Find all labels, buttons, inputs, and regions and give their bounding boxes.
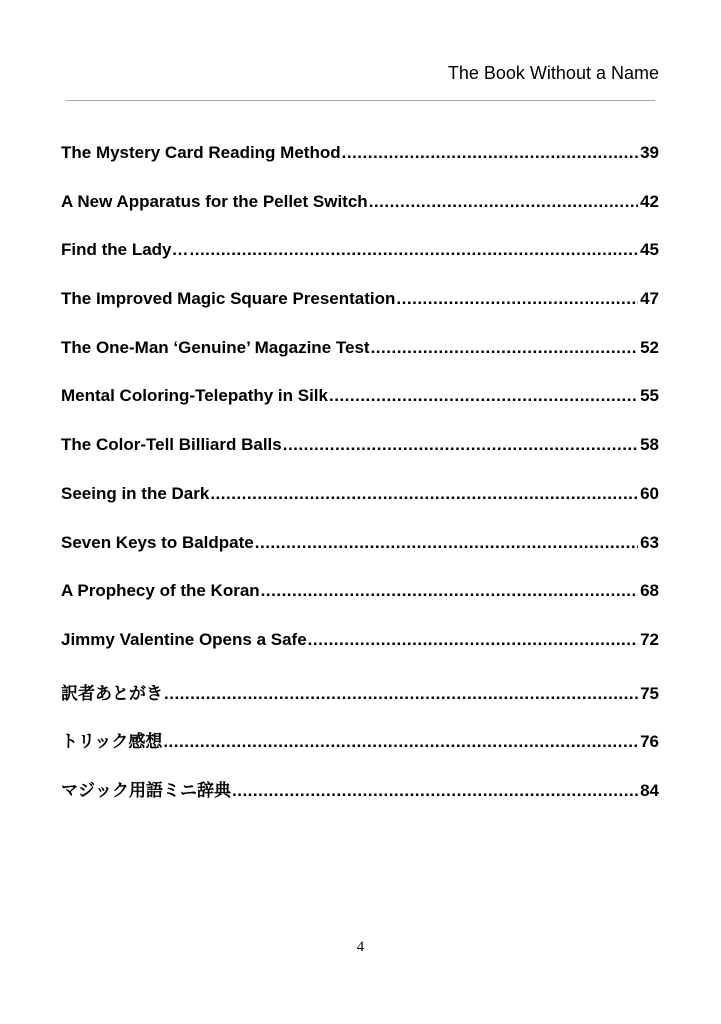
toc-entry-title: Seven Keys to Baldpate [61,532,254,552]
toc-entry-page: 84 [640,780,659,800]
toc-entry-title: Find the Lady… [61,240,189,260]
running-header: The Book Without a Name [447,63,659,83]
toc-entry-page: 68 [640,581,659,601]
toc-entry-page: 45 [640,240,659,260]
toc-entry-title: The One-Man ‘Genuine’ Magazine Test [61,337,370,357]
toc-entry[interactable] [61,776,659,825]
toc-entry-title: Seeing in the Dark [61,483,210,503]
toc-entry[interactable] [61,289,659,338]
toc-entry-page: 72 [640,629,659,649]
toc-entry[interactable] [61,484,659,533]
toc-dot-leader [396,289,638,309]
toc-entry-title: トリック感想 [61,732,163,752]
toc-dot-leader [342,143,638,163]
toc-entry[interactable] [61,435,659,484]
toc-dot-leader [261,581,638,601]
toc-entry-page: 47 [640,289,659,309]
toc-entry-page: 76 [640,732,659,752]
toc-entry[interactable] [61,386,659,435]
toc-dot-leader [164,684,638,704]
toc-entry-page: 52 [640,337,659,357]
toc-dot-leader [369,192,638,212]
page-number: 4 [356,939,365,955]
header-rule [66,100,655,101]
toc-entry[interactable] [61,192,659,241]
toc-entry-page: 75 [640,683,659,703]
toc-entry-page: 55 [640,386,659,406]
toc-entry-title: A New Apparatus for the Pellet Switch [61,191,368,211]
toc-entry-title: マジック用語ミニ辞典 [61,780,231,800]
toc-dot-leader [308,630,638,650]
toc-entry[interactable] [61,727,659,776]
toc-entry[interactable] [61,338,659,387]
toc-entry-title: Mental Coloring-Telepathy in Silk [61,386,328,406]
toc-dot-leader [190,240,639,260]
toc-entry-title: The Improved Magic Square Presentation [61,289,396,309]
table-of-contents [61,143,659,825]
toc-entry-page: 58 [640,435,659,455]
toc-entry[interactable] [61,630,659,679]
toc-dot-leader [283,435,638,455]
toc-entry-page: 42 [640,191,659,211]
toc-entry[interactable] [61,581,659,630]
toc-entry[interactable] [61,240,659,289]
toc-entry[interactable] [61,679,659,728]
toc-entry-title: The Mystery Card Reading Method [61,143,341,162]
toc-entry-title: A Prophecy of the Koran [61,581,260,601]
toc-entry-title: Jimmy Valentine Opens a Safe [61,629,307,649]
toc-entry-title: 訳者あとがき [61,683,163,703]
toc-entry[interactable] [61,143,659,192]
toc-entry-page: 63 [640,532,659,552]
toc-dot-leader [371,338,639,358]
toc-entry[interactable] [61,533,659,582]
toc-dot-leader [163,732,638,752]
toc-dot-leader [232,781,638,801]
toc-entry-page: 39 [640,143,659,162]
toc-dot-leader [255,533,638,553]
toc-dot-leader [329,386,638,406]
toc-entry-title: The Color-Tell Billiard Balls [61,435,282,455]
toc-entry-page: 60 [640,483,659,503]
toc-dot-leader [210,484,638,504]
